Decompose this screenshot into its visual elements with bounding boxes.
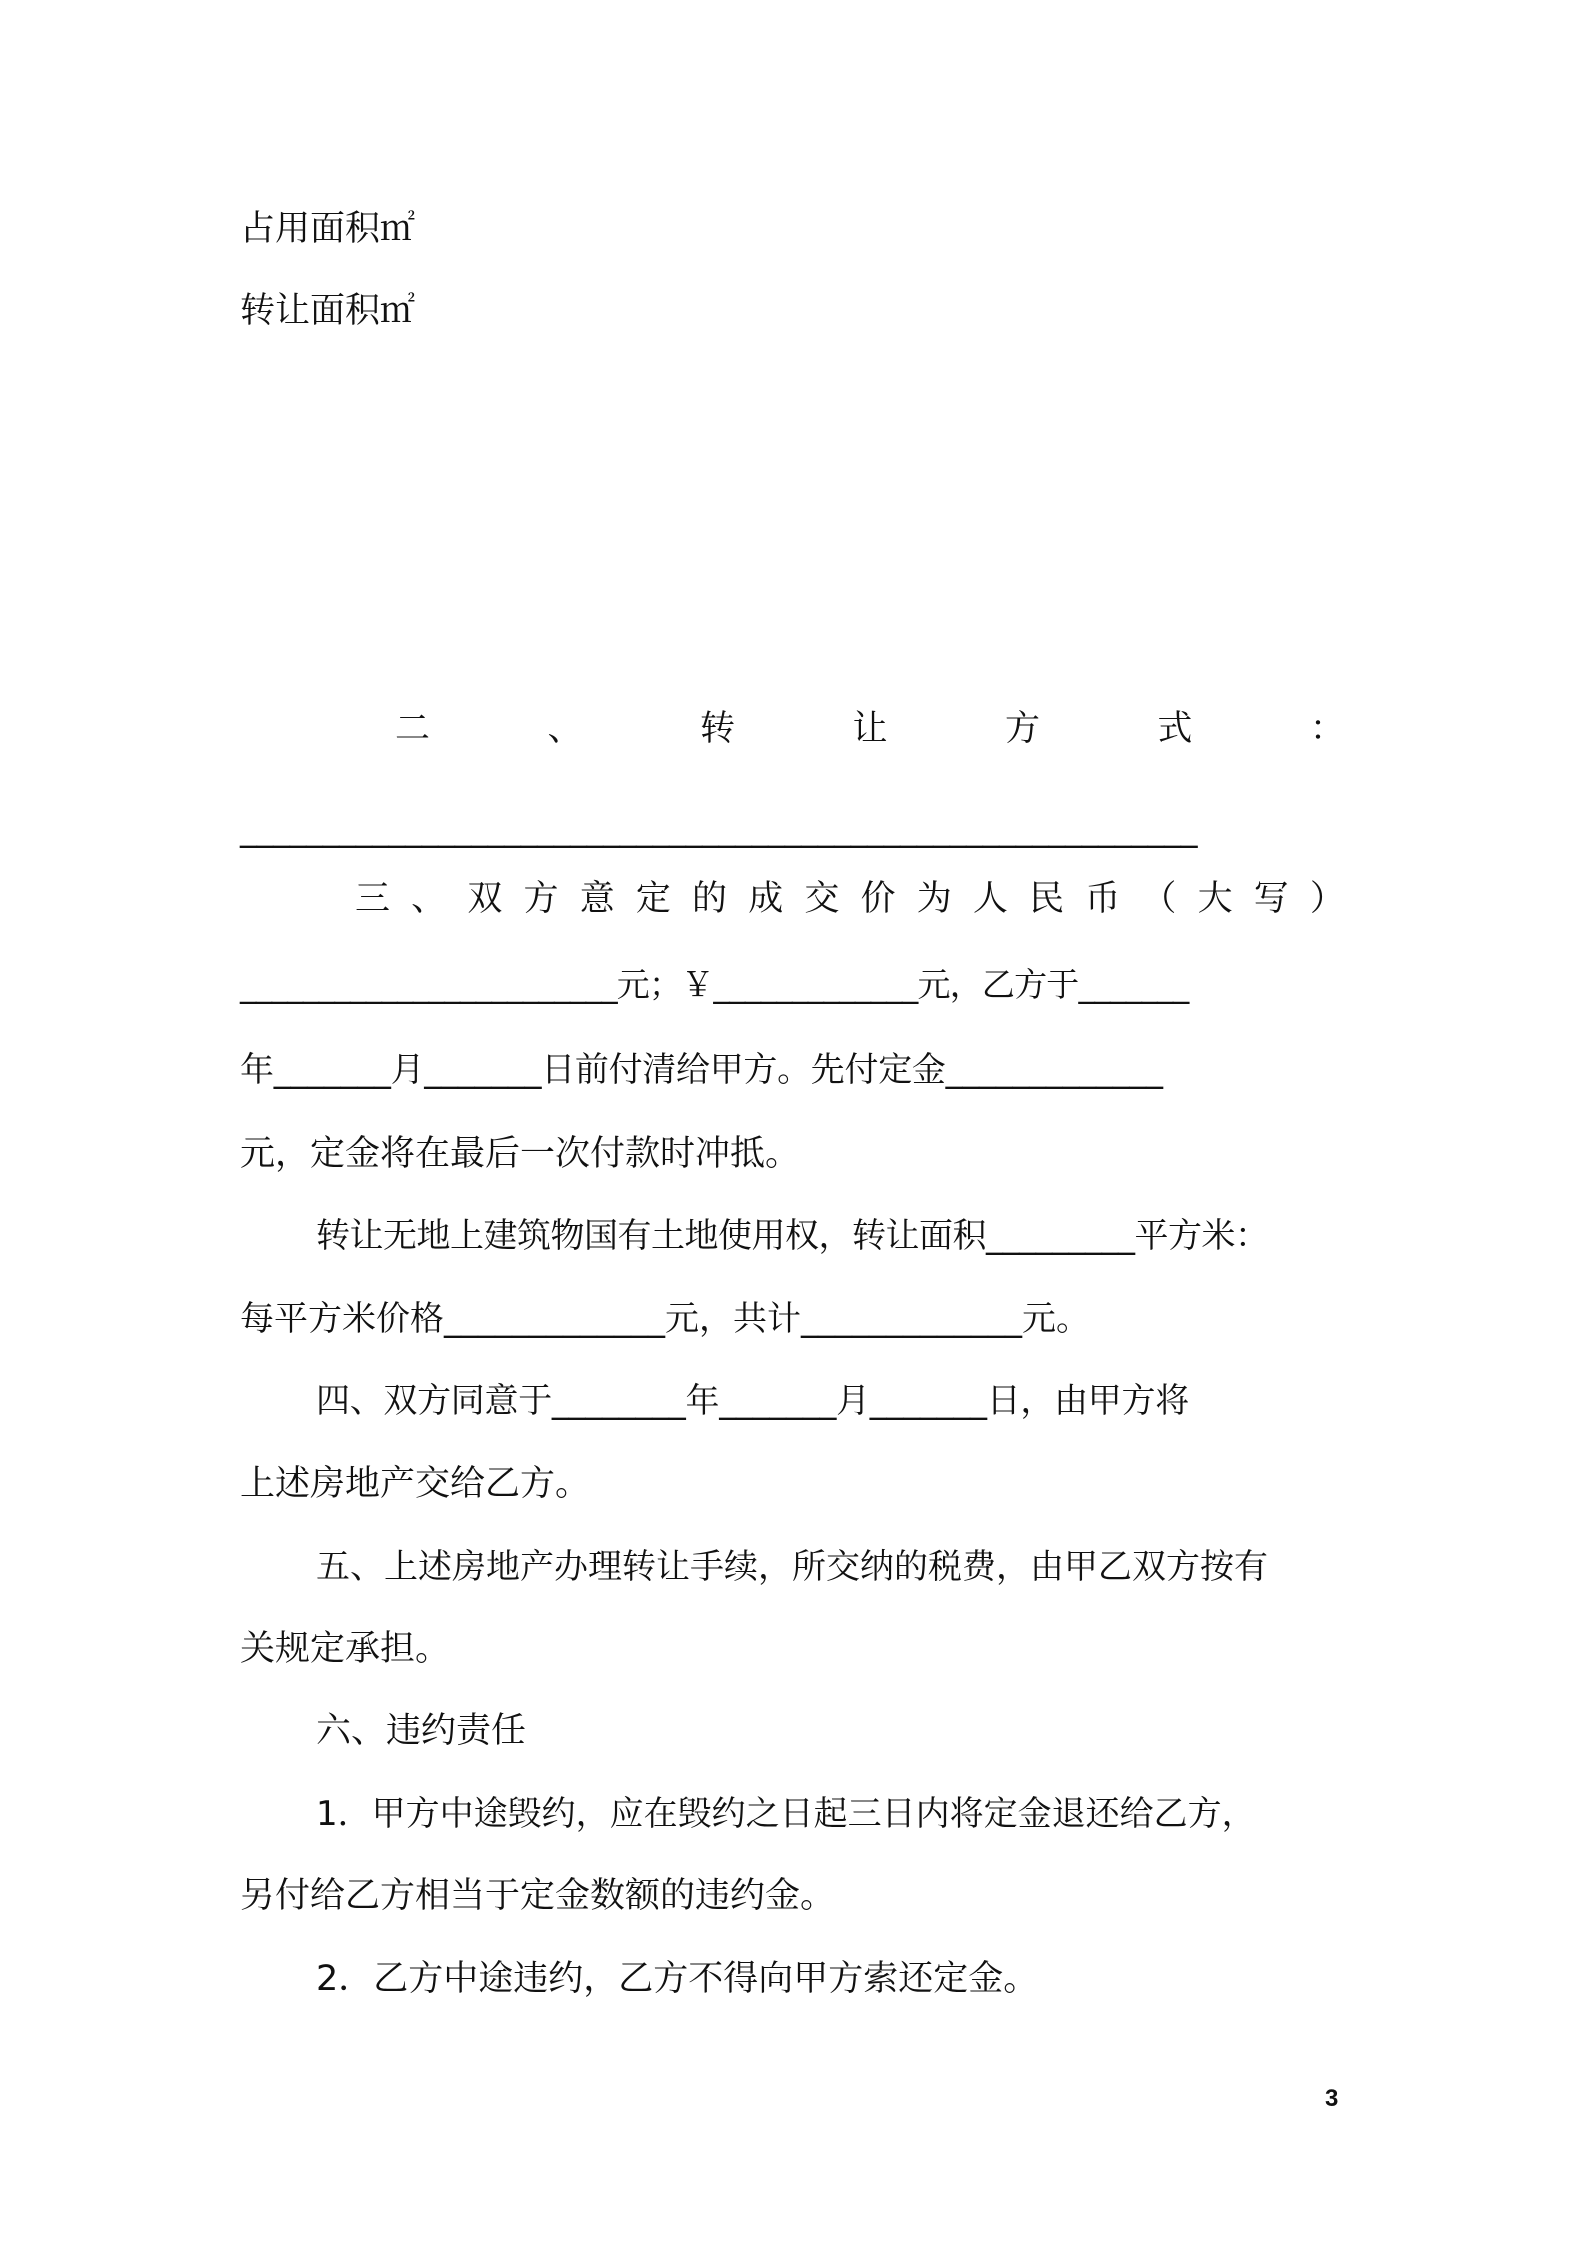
breach-clause-2: 2．乙方中途违约，乙方不得向甲方索还定金。 xyxy=(316,1959,1039,1999)
section-3-char: （ xyxy=(1141,879,1177,919)
section-5-line: 五、上述房地产办理转让手续，所交纳的税费，由甲乙双方按有 xyxy=(316,1547,1268,1587)
heading-char: 转 xyxy=(699,709,735,749)
heading-char: 二 xyxy=(395,709,431,749)
heading-char: 方 xyxy=(1004,709,1040,749)
payment-date-line: 年_______月_______日前付清给甲方。先付定金_____________ xyxy=(240,1050,1163,1090)
section-3-char: 写 xyxy=(1253,879,1289,919)
section-3-char: 人 xyxy=(972,879,1008,919)
section-3-char: 定 xyxy=(635,879,671,919)
section-3-char: 双 xyxy=(467,879,503,919)
section-3-char: 为 xyxy=(916,879,952,919)
occupied-area-line: 占用面积㎡ xyxy=(240,209,416,249)
section-3-char: 、 xyxy=(411,879,447,919)
heading-char: 让 xyxy=(852,709,888,749)
breach-clause-1: 1．甲方中途毁约，应在毁约之日起三日内将定金退还给乙方， xyxy=(316,1794,1256,1834)
section-3-char: 价 xyxy=(860,879,896,919)
heading-char: ： xyxy=(1309,709,1345,749)
section-3-char: ） xyxy=(1309,879,1345,919)
deposit-offset-line: 元，定金将在最后一次付款时冲抵。 xyxy=(240,1134,801,1174)
transfer-area-line: 转让面积㎡ xyxy=(240,291,416,331)
page-number: 3 xyxy=(1325,2085,1339,2112)
section-3-char: 意 xyxy=(579,879,615,919)
section-3-line xyxy=(355,873,1345,925)
unit-price-line: 每平方米价格_____________元，共计_____________元。 xyxy=(240,1299,1090,1339)
section-3-char: 成 xyxy=(748,879,784,919)
section-6-heading: 六、违约责任 xyxy=(316,1711,527,1751)
section-2-heading xyxy=(395,703,1345,755)
section-3-char: 方 xyxy=(523,879,559,919)
section-3-char: 币 xyxy=(1085,879,1121,919)
heading-char: 式 xyxy=(1157,709,1193,749)
section-3-char: 的 xyxy=(692,879,728,919)
blank-underline-line: __________________________________________________________ xyxy=(240,809,1197,849)
land-transfer-line: 转让无地上建筑物国有土地使用权，转让面积_________平方米： xyxy=(316,1216,1269,1256)
heading-char: 、 xyxy=(547,709,583,749)
section-5-continued: 关规定承担。 xyxy=(240,1629,451,1669)
section-3-char: 大 xyxy=(1197,879,1233,919)
section-3-char: 三 xyxy=(355,879,391,919)
section-3-char: 民 xyxy=(1029,879,1065,919)
price-line: ________________________元；￥_____________元，乙方于_______ xyxy=(240,965,1189,1004)
breach-clause-1-continued: 另付给乙方相当于定金数额的违约金。 xyxy=(240,1876,836,1916)
section-4-line: 四、双方同意于________年_______月_______日，由甲方将 xyxy=(316,1381,1189,1421)
section-3-char: 交 xyxy=(804,879,840,919)
section-4-continued: 上述房地产交给乙方。 xyxy=(240,1464,591,1504)
